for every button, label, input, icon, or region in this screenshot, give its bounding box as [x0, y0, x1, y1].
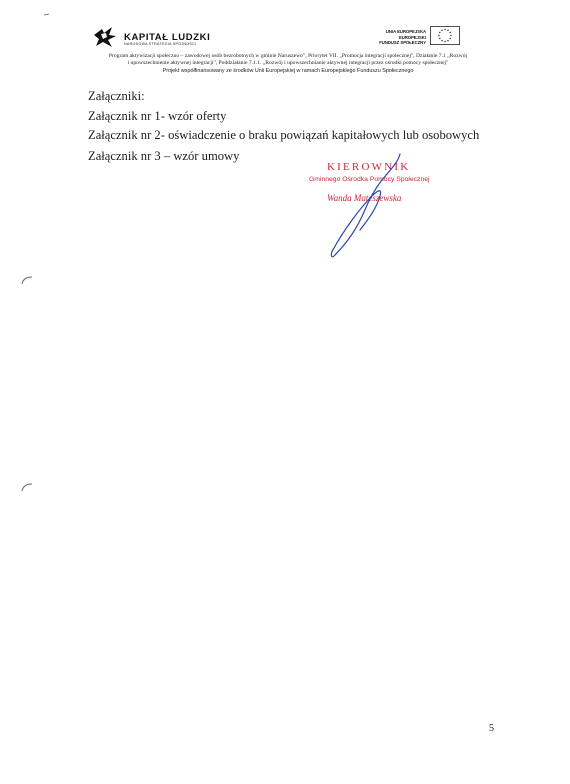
- cofinancing-note: Projekt współfinansowany ze środków Unii Europejskiej w ramach Europejskiego Funduszu Społecznego: [162, 68, 414, 74]
- kapital-ludzki-logo-icon: [92, 26, 118, 48]
- attachment-item-2: Załącznik nr 2- oświadczenie o braku powiązań kapitałowych lub osobowych: [88, 128, 480, 142]
- stamp-title: KIEROWNIK: [327, 161, 411, 173]
- eu-star: [450, 32, 451, 33]
- scan-mark: [20, 482, 34, 492]
- eu-label-line2: EUROPEJSKI: [399, 35, 426, 40]
- stamp-name: Wanda Mateszewska: [327, 193, 402, 203]
- eu-star: [447, 30, 448, 31]
- attachment-item-1: Załącznik nr 1- wzór oferty: [88, 109, 227, 123]
- eu-star: [450, 38, 451, 39]
- eu-star: [450, 35, 451, 36]
- kapital-ludzki-title: KAPITAŁ LUDZKI: [124, 32, 211, 43]
- eu-star: [441, 40, 442, 41]
- eu-label-line1: UNIA EUROPEJSKA: [385, 29, 426, 34]
- program-description-line1: Program aktywizacji społeczno – zawodowej osób bezrobotnych w gminie Naruszewo", Priorytet VII. „Promocja integracji społecznej", Działanie 7.1 „Rozwój: [108, 53, 468, 59]
- program-description-line2: i upowszechnienie aktywnej integracji", Poddziałanie 7.1.1. „Rozwój i upowszechnianie aktywnej integracji przez ośrodki pomocy społecznej": [127, 60, 449, 66]
- page-number: 5: [489, 723, 494, 734]
- kapital-ludzki-subtitle: NARODOWA STRATEGIA SPÓJNOŚCI: [124, 42, 197, 46]
- handwritten-signature: [320, 150, 410, 262]
- eu-star: [441, 30, 442, 31]
- scan-speck: [44, 13, 50, 16]
- eu-star: [447, 40, 448, 41]
- stamp-organization: Gminnego Ośrodka Pomocy Społecznej: [309, 176, 430, 183]
- eu-star: [438, 35, 439, 36]
- eu-star: [444, 41, 445, 42]
- eu-star: [444, 29, 445, 30]
- scan-mark: [20, 275, 34, 285]
- eu-label-line3: FUNDUSZ SPOŁECZNY: [379, 40, 426, 45]
- attachments-heading: Załączniki:: [88, 89, 145, 103]
- eu-flag-icon: [430, 26, 460, 45]
- eu-star: [439, 32, 440, 33]
- attachment-item-3: Załącznik nr 3 – wzór umowy: [88, 149, 240, 163]
- eu-star: [439, 38, 440, 39]
